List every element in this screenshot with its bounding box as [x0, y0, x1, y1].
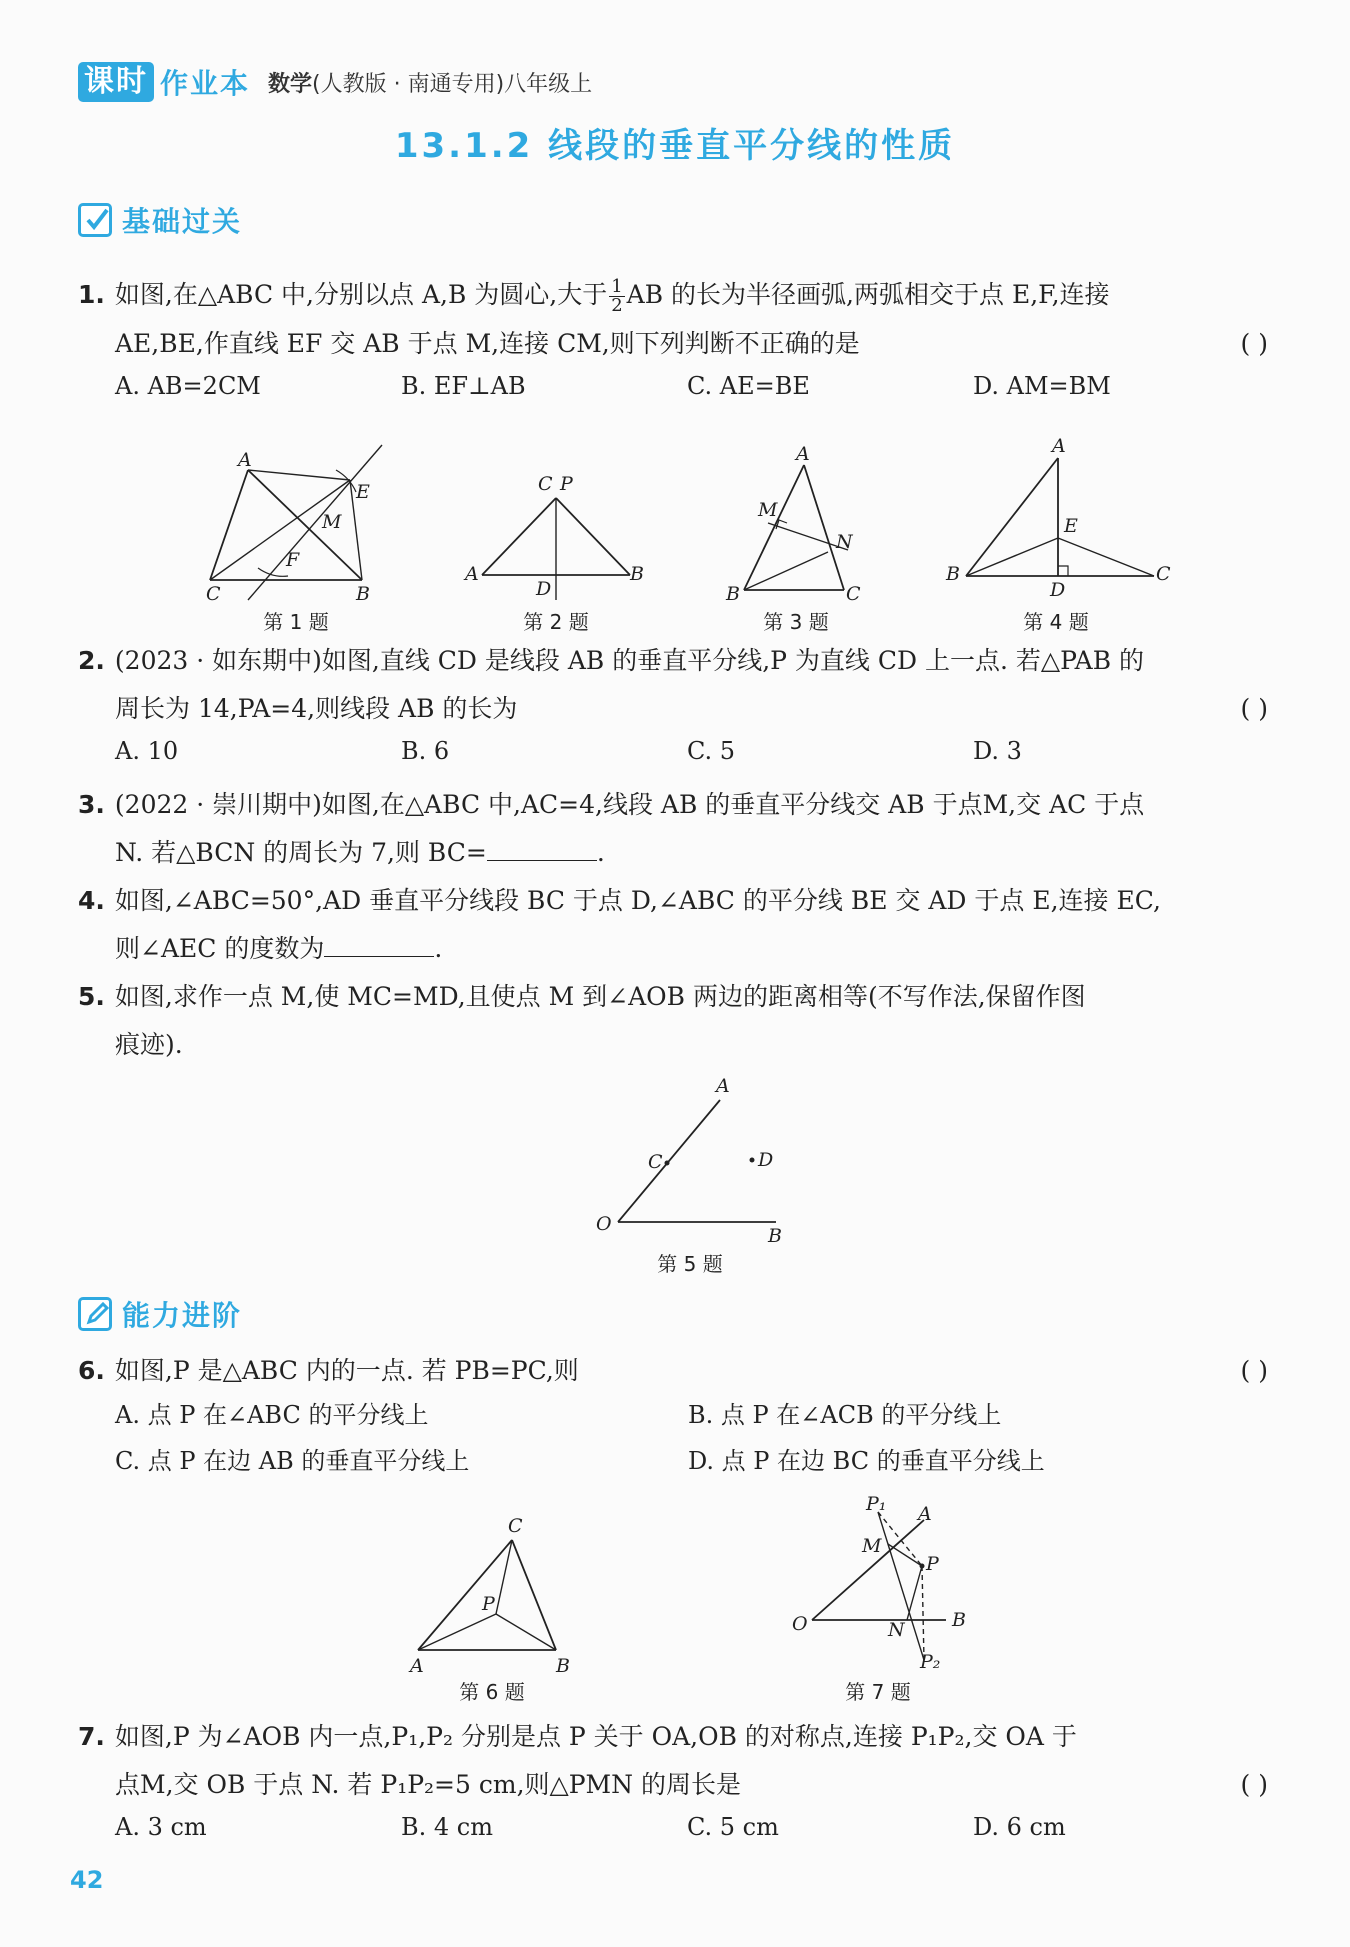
option-a: A. 3 cm [115, 1813, 207, 1841]
svg-text:C: C [1156, 563, 1171, 585]
svg-text:P: P [926, 1553, 939, 1575]
option-b: B. 点 P 在∠ACB 的平分线上 [688, 1401, 1002, 1429]
svg-text:O: O [596, 1213, 612, 1235]
svg-text:M: M [862, 1535, 882, 1557]
question-5: 5. 如图,求作一点 M,使 MC=MD,且使点 M 到∠AOB 两边的距离相等(不写作法,保留作图 痕迹). [78, 982, 1086, 1059]
svg-text:A: A [410, 1655, 424, 1677]
figure-6-caption: 第 6 题 [459, 1680, 525, 1704]
svg-text:M: M [322, 511, 342, 533]
fraction-half: $\frac{1}{2}$ [611, 276, 623, 316]
svg-text:B: B [946, 563, 960, 585]
section-title: 13.1.2 线段的垂直平分线的性质 [394, 126, 956, 166]
option-a: A. 点 P 在∠ABC 的平分线上 [115, 1401, 429, 1429]
svg-text:A: A [796, 443, 810, 465]
svg-text:D: D [758, 1149, 774, 1171]
figure-1 [200, 440, 400, 610]
figure-4 [940, 436, 1180, 606]
header [78, 62, 592, 102]
answer-blank [487, 836, 597, 861]
svg-text:P: P [560, 473, 573, 495]
checkbox-icon [78, 203, 112, 237]
svg-text:C: C [508, 1515, 523, 1537]
svg-text:B: B [630, 563, 644, 585]
question-3: 3. (2022 · 崇川期中)如图,在△ABC 中,AC=4,线段 AB 的垂直平分线交 AB 于点M,交 AC 于点 N. 若△BCN 的周长为 7,则 BC= . [78, 790, 1145, 867]
figure-7 [780, 1490, 1000, 1680]
svg-text:C: C [538, 473, 553, 495]
figure-2-caption: 第 2 题 [523, 610, 589, 634]
option-c: C. 5 [687, 737, 736, 765]
svg-text:P₁: P₁ [866, 1493, 887, 1515]
answer-bracket: ( ) [1240, 694, 1268, 723]
pencil-icon [78, 1297, 112, 1331]
answer-blank [324, 932, 434, 957]
question-4: 4. 如图,∠ABC=50°,AD 垂直平分线段 BC 于点 D,∠ABC 的平分线 BE 交 AD 于点 E,连接 EC, 则∠AEC 的度数为 . [78, 886, 1161, 963]
question-2: 2. (2023 · 如东期中)如图,直线 CD 是线段 AB 的垂直平分线,P 为直线 CD 上一点. 若△PAB 的 周长为 14,PA=4,则线段 AB 的长为 ( ) A. 10 B. 6 C. 5 D. 3 [78, 642, 1268, 770]
question-7: 7. 如图,P 为∠AOB 内一点,P₁,P₂ 分别是点 P 关于 OA,OB 的对称点,连接 P₁P₂,交 OA 于 点M,交 OB 于点 N. 若 P₁P₂=5 cm,则△PMN 的周长是 ( ) A. 3 cm B. 4 cm C. 5 cm D. 6 cm [78, 1718, 1268, 1846]
svg-text:O: O [792, 1613, 808, 1635]
svg-text:F: F [286, 549, 300, 571]
figure-1-caption: 第 1 题 [263, 610, 329, 634]
svg-text:B: B [356, 583, 370, 605]
svg-text:A: A [716, 1075, 730, 1097]
option-d: D. 6 cm [973, 1813, 1066, 1841]
figure-2 [460, 460, 650, 610]
answer-bracket: ( ) [1240, 329, 1268, 358]
svg-text:P₂: P₂ [920, 1651, 941, 1673]
figure-3 [720, 440, 880, 610]
option-a: A. 10 [115, 737, 179, 765]
figure-5-caption: 第 5 题 [657, 1252, 723, 1276]
section-advanced-heading [78, 1294, 242, 1334]
option-b: B. 6 [401, 737, 450, 765]
section-basic-heading [78, 200, 242, 240]
figure-6 [400, 1510, 600, 1680]
option-d: D. AM=BM [973, 372, 1111, 400]
figure-5 [590, 1070, 810, 1250]
answer-bracket: ( ) [1240, 1770, 1268, 1799]
option-b: B. 4 cm [401, 1813, 493, 1841]
question-6: 6. 如图,P 是△ABC 内的一点. 若 PB=PC,则 ( ) A. 点 P 在∠ABC 的平分线上 B. 点 P 在∠ACB 的平分线上 C. 点 P 在边 AB 的垂直平分线上 D. 点 P 在边 BC 的垂直平分线上 [78, 1352, 1268, 1480]
figure-3-caption: 第 3 题 [763, 610, 829, 634]
page-number: 42 [70, 1866, 104, 1894]
svg-text:N: N [888, 1619, 905, 1641]
svg-text:E: E [356, 481, 370, 503]
svg-text:B: B [952, 1609, 966, 1631]
svg-text:M: M [758, 499, 778, 521]
svg-text:B: B [768, 1225, 782, 1247]
svg-text:C: C [846, 583, 861, 605]
svg-text:C: C [648, 1151, 663, 1173]
svg-text:A: A [918, 1503, 932, 1525]
svg-text:B: B [726, 583, 740, 605]
svg-text:D: D [1050, 579, 1066, 601]
figure-7-caption: 第 7 题 [845, 1680, 911, 1704]
svg-text:A: A [238, 449, 252, 471]
svg-text:N: N [836, 531, 853, 553]
figure-4-caption: 第 4 题 [1023, 610, 1089, 634]
svg-text:E: E [1064, 515, 1078, 537]
answer-bracket: ( ) [1240, 1356, 1268, 1385]
svg-text:D: D [536, 578, 552, 600]
book-subtitle: 数学(人教版 · 南通专用)八年级上 [268, 71, 593, 97]
option-b: B. EF⊥AB [401, 372, 526, 400]
section-advanced-label: 能力进阶 [122, 1299, 243, 1332]
option-c: C. 点 P 在边 AB 的垂直平分线上 [115, 1447, 470, 1475]
section-basic-label: 基础过关 [122, 205, 243, 238]
svg-text:A: A [1052, 436, 1066, 457]
svg-text:P: P [482, 1593, 495, 1615]
question-1: 1. 如图,在△ABC 中,分别以点 A,B 为圆心,大于 $\frac{1}{2}$ AB 的长为半径画弧,两弧相交于点 E,F,连接 AE,BE,作直线 EF 交 AB 于点 M,连接 CM,则下列判断不正确的是 ( ) A. AB=2CM B. EF⊥AB C. AE=BE D. AM=BM [78, 276, 1268, 405]
option-d: D. 点 P 在边 BC 的垂直平分线上 [688, 1447, 1045, 1475]
option-c: C. AE=BE [687, 372, 810, 400]
brand-text: 作业本 [160, 67, 251, 100]
svg-text:A: A [465, 563, 479, 585]
brand-logo: 课时 [78, 62, 154, 102]
svg-text:B: B [556, 1655, 570, 1677]
option-d: D. 3 [973, 737, 1022, 765]
option-c: C. 5 cm [687, 1813, 779, 1841]
svg-text:C: C [206, 583, 221, 605]
option-a: A. AB=2CM [115, 372, 261, 400]
